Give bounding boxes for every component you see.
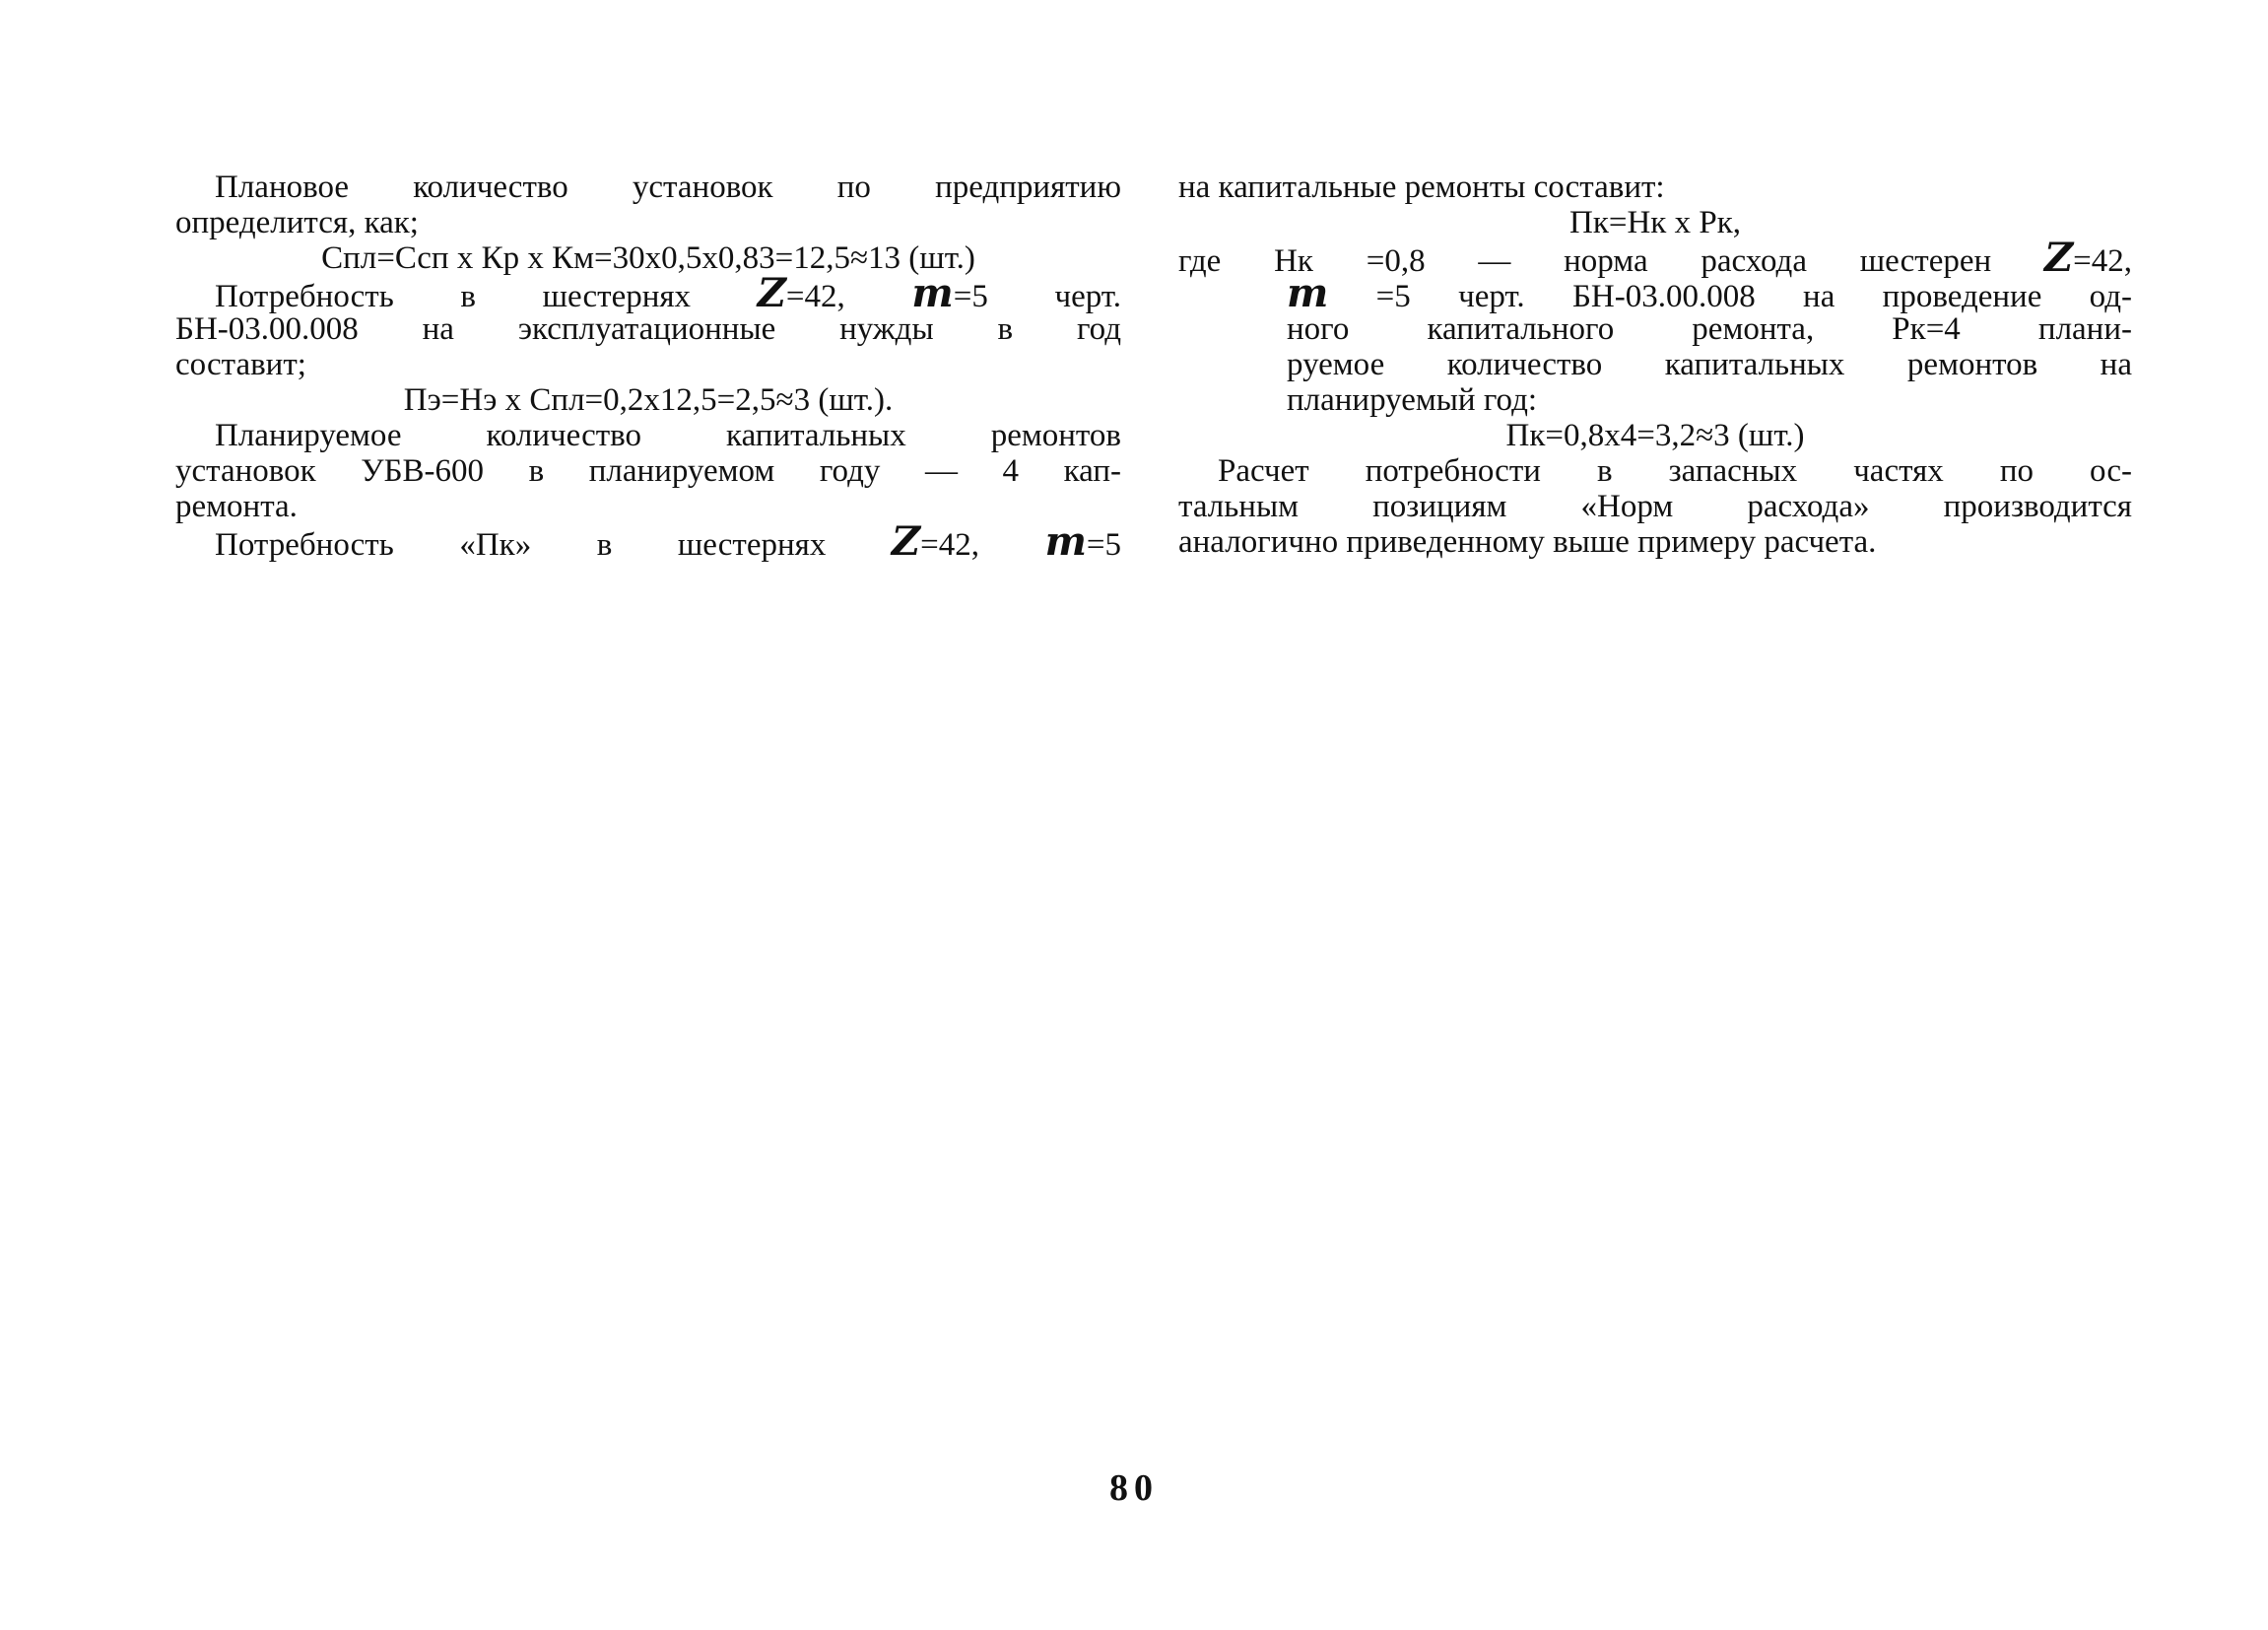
text-line [1178, 270, 2133, 316]
text-line: ного капитального ремонта, Рк=4 плани- [1287, 311, 2132, 347]
formula-line: Пк=Нк х Рк, [1569, 205, 1741, 240]
text-line: Планируемое количество капитальных ремонтов [215, 418, 1121, 453]
text-line: планируемый год: [1287, 382, 1538, 418]
text-fragment: где Нк =0,8 — норма расхода шестерен [1178, 243, 1992, 279]
text-line: тальным позициям «Норм расхода» производится [1178, 489, 2132, 524]
text-line: на капитальные ремонты составит: [1178, 170, 1665, 205]
right-text-column [1178, 170, 2132, 560]
m-symbol-handwritten: m [1044, 518, 1087, 565]
text-fragment: =5 черт. БН-03.00.008 на проведение од- [1375, 279, 2133, 314]
formula-line: Пк=0,8х4=3,2≈3 (шт.) [1505, 418, 1805, 453]
text-line [175, 270, 1121, 316]
z-symbol-handwritten: Z [2043, 235, 2074, 281]
text-line: составит; [175, 347, 306, 382]
m-symbol-handwritten: m [911, 270, 954, 316]
left-text-column [175, 170, 1122, 565]
text-line: аналогично приведенному выше примеру расчета. [1178, 524, 1877, 560]
text-line: Расчет потребности в запасных частях по ос- [1218, 453, 2132, 489]
text-fragment: Потребность в шестернях [215, 279, 692, 314]
text-line [175, 518, 1122, 565]
text-line: БН-03.00.008 на эксплуатационные нужды в год [175, 311, 1121, 347]
z-symbol-handwritten: Z [757, 270, 786, 316]
text-line: Плановое количество установок по предприятию [215, 170, 1121, 205]
text-fragment: =5 [1086, 527, 1122, 563]
z-symbol-handwritten: Z [891, 518, 921, 565]
text-line: ремонта. [175, 489, 298, 524]
formula-line: Спл=Ссп х Кр х Км=30х0,5х0,83=12,5≈13 (шт.) [321, 240, 975, 276]
text-line: установок УБВ-600 в планируемом году — 4 кап- [175, 453, 1121, 489]
m-symbol-handwritten: m [1287, 270, 1329, 316]
text-fragment: Потребность «Пк» в шестернях [215, 527, 827, 563]
text-fragment: =42, [785, 279, 845, 314]
formula-line: Пэ=Нэ х Спл=0,2х12,5=2,5≈3 (шт.). [403, 382, 894, 418]
text-line: определится, как; [175, 205, 419, 240]
text-fragment: =42, [2073, 243, 2133, 279]
text-line: руемое количество капитальных ремонтов на [1287, 347, 2132, 382]
text-fragment: =5 черт. [953, 279, 1121, 314]
page-number: 80 [1109, 1467, 1159, 1509]
text-fragment: =42, [920, 527, 979, 563]
